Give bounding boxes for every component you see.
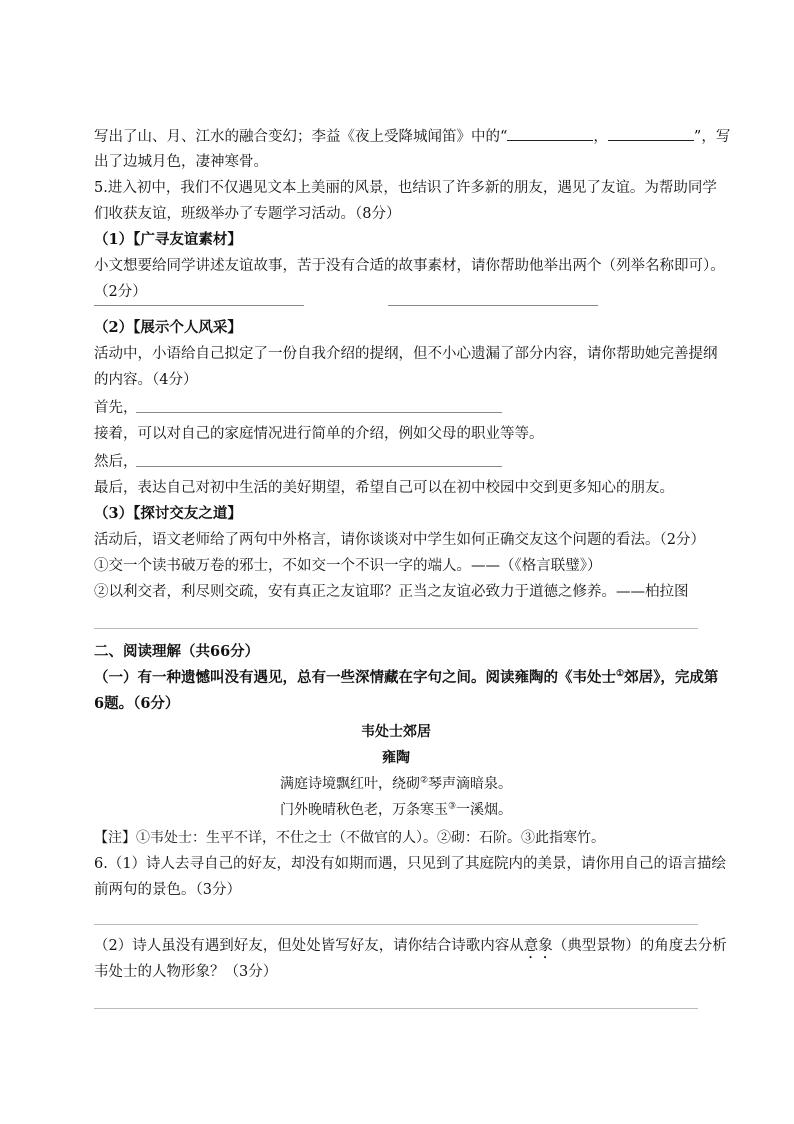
text-segment: 一溪烟。 — [456, 802, 513, 818]
text-line: 最后，表达自己对初中生活的美好期望，希望自己可以在初中校园中交到更多知心的朋友。 — [94, 480, 674, 496]
emphasized-term: 意象 — [523, 938, 553, 954]
poem-author: 雍陶 — [382, 750, 410, 766]
footnote-mark: ① — [616, 669, 625, 680]
text-segment: 满庭诗境飘红叶，绕砌 — [279, 776, 420, 792]
answer-line-q6-2[interactable] — [94, 1008, 698, 1009]
quote-2: ②以利交者，利尽则交疏，安有真正之友谊耶？正当之友谊必致力于道德之修养。——柏拉图 — [94, 584, 689, 600]
text-line: 活动中，小语给自己拟定了一份自我介绍的提纲，但不小心遗漏了部分内容，请你帮助她完善提纲 — [94, 346, 718, 362]
answer-line-q6-1[interactable] — [94, 924, 698, 925]
subquestion-title: （3）【探讨交友之道】 — [94, 505, 242, 522]
text-line: 出了边城月色，凄神寒骨。 — [94, 154, 268, 170]
text-line: 前两句的景色。（3分） — [94, 882, 241, 898]
subquestion-title: （1）【广寻友谊素材】 — [94, 231, 242, 248]
poem-note: 【注】①韦处士：生平不详，不仕之士（不做官的人）。②砌：石阶。③此指寒竹。 — [94, 830, 605, 846]
question-5: 5.进入初中，我们不仅遇见文本上美丽的风景，也结识了许多新的朋友，遇见了友谊。为帮助同学 — [94, 180, 717, 196]
answer-line-first[interactable] — [136, 412, 502, 413]
poem-line-2 — [94, 800, 698, 820]
text-segment: 写出了山、月、江水的融合变幻；李益《夜上受降城闻笛》中的“ — [94, 129, 508, 145]
text-segment: （典型景物）的角度去分析 — [552, 938, 727, 954]
part-intro-cont: 6题。（6分） — [94, 695, 180, 712]
answer-blank-1[interactable] — [507, 126, 593, 141]
answer-blank-2[interactable] — [608, 126, 694, 141]
text-line: （2分） — [94, 284, 147, 300]
question-6-2 — [94, 936, 727, 962]
text-line: 接着，可以对自己的家庭情况进行简单的介绍，例如父母的职业等等。 — [94, 426, 544, 442]
poem-title: 韦处士郊居 — [361, 724, 431, 740]
text-line: 的内容。（4分） — [94, 372, 198, 388]
text-line: 小文想要给同学讲述友谊故事，苦于没有合适的故事素材，请你帮助他举出两个（列举名称即可）。 — [94, 258, 725, 274]
footnote-mark: ② — [419, 775, 429, 786]
footnote-mark: ③ — [447, 801, 457, 812]
outline-then: 然后， — [94, 454, 138, 470]
text-segment: ， — [593, 129, 608, 145]
text-segment: 门外晚晴秋色老，万条寒玉 — [279, 802, 448, 818]
answer-line-2[interactable] — [388, 305, 598, 306]
section-title: 二、阅读理解（共66分） — [94, 643, 260, 660]
text-segment: 琴声滴暗泉。 — [428, 776, 513, 792]
answer-line-q5-3[interactable] — [94, 628, 698, 629]
text-segment: 郊居》，完成第 — [624, 669, 719, 686]
poem-line-1 — [94, 774, 698, 794]
question-6-1: 6.（1）诗人去寻自己的好友，却没有如期而遇，只见到了其庭院内的美景，请你用自己的语言描绘 — [94, 856, 727, 872]
answer-line-then[interactable] — [136, 466, 502, 467]
text-segment: （一）有一种遗憾叫没有遇见，总有一些深情藏在字句之间。阅读雍陶的《韦处士 — [94, 669, 616, 686]
text-line: 活动后，语文老师给了两句中外格言，请你谈谈对中学生如何正确交友这个问题的看法。（2分） — [94, 532, 705, 548]
part-intro — [94, 668, 718, 688]
poem-fill-line — [94, 126, 730, 147]
quote-1: ①交一个读书破万卷的邪士，不如交一个不识一字的端人。——（《格言联璧》） — [94, 558, 602, 574]
text-segment: （2）诗人虽没有遇到好友，但处处皆写好友，请你结合诗歌内容从 — [94, 938, 524, 954]
subquestion-title: （2）【展示个人风采】 — [94, 319, 242, 336]
answer-line-1[interactable] — [94, 305, 304, 306]
outline-first: 首先， — [94, 400, 138, 416]
text-segment: ”，写 — [693, 129, 731, 145]
text-line: 韦处士的人物形象？（3分） — [94, 964, 278, 980]
question-5-cont: 们收获友谊，班级举办了专题学习活动。（8分） — [94, 206, 401, 222]
